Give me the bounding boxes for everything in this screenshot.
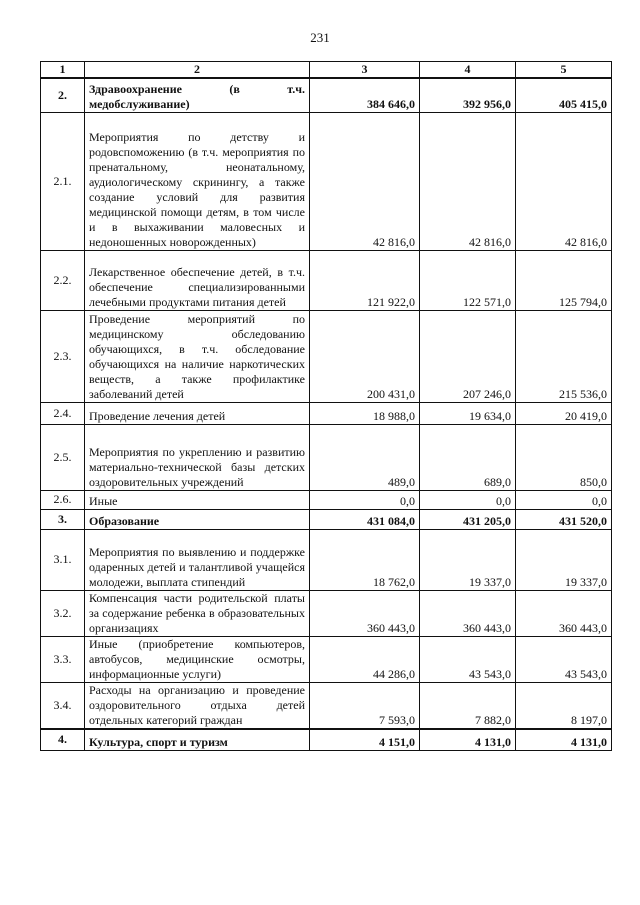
row-value-col4: 431 205,0 — [420, 509, 516, 529]
table-row — [41, 78, 612, 112]
row-value-col5: 850,0 — [516, 424, 612, 490]
row-value-col3: 200 431,0 — [310, 310, 420, 402]
row-description: Образование — [85, 509, 310, 529]
row-number: 2.1. — [41, 112, 85, 250]
table-row — [41, 729, 612, 750]
header-cell: 1 — [41, 62, 85, 79]
row-number: 2.2. — [41, 250, 85, 310]
row-value-col5: 8 197,0 — [516, 682, 612, 729]
table-row — [41, 490, 612, 509]
row-number: 2.6. — [41, 490, 85, 509]
row-value-col3: 7 593,0 — [310, 682, 420, 729]
row-description: Компенсация части родительской платы за содержание ребенка в образовательных организациях — [85, 590, 310, 636]
row-value-col4: 360 443,0 — [420, 590, 516, 636]
row-number: 2.4. — [41, 402, 85, 424]
row-value-col5: 125 794,0 — [516, 250, 612, 310]
table-row — [41, 310, 612, 402]
table-row — [41, 529, 612, 590]
row-value-col4: 122 571,0 — [420, 250, 516, 310]
row-value-col3: 360 443,0 — [310, 590, 420, 636]
row-description: Иные (приобретение компьютеров, автобусов, медицинские осмотры, информационные услуги) — [85, 636, 310, 682]
row-value-col3: 42 816,0 — [310, 112, 420, 250]
row-value-col4: 4 131,0 — [420, 729, 516, 750]
row-number: 3.3. — [41, 636, 85, 682]
row-value-col4: 689,0 — [420, 424, 516, 490]
table-row — [41, 424, 612, 490]
row-value-col3: 18 762,0 — [310, 529, 420, 590]
row-value-col4: 392 956,0 — [420, 78, 516, 112]
row-number: 2.3. — [41, 310, 85, 402]
table-row — [41, 402, 612, 424]
row-value-col3: 121 922,0 — [310, 250, 420, 310]
row-number: 3.4. — [41, 682, 85, 729]
row-description: Здравоохранение (в т.ч. медобслуживание) — [85, 78, 310, 112]
row-value-col3: 44 286,0 — [310, 636, 420, 682]
table-row — [41, 112, 612, 250]
row-number: 4. — [41, 729, 85, 750]
table-row — [41, 250, 612, 310]
header-cell: 3 — [310, 62, 420, 79]
row-description: Расходы на организацию и проведение оздоровительного отдыха детей отдельных категорий граждан — [85, 682, 310, 729]
table-row — [41, 590, 612, 636]
row-value-col5: 360 443,0 — [516, 590, 612, 636]
row-value-col3: 0,0 — [310, 490, 420, 509]
row-value-col4: 19 337,0 — [420, 529, 516, 590]
row-description: Культура, спорт и туризм — [85, 729, 310, 750]
row-value-col4: 19 634,0 — [420, 402, 516, 424]
row-value-col4: 0,0 — [420, 490, 516, 509]
row-description: Проведение мероприятий по медицинскому обследованию обучающихся, в т.ч. обследование обучающихся на наличие наркотических веществ, а также профилактике заболеваний детей — [85, 310, 310, 402]
row-description: Мероприятия по детству и родовспоможению (в т.ч. мероприятия по пренатальному, неонатальному, аудиологическому скринингу, а также создание условий для развития медицинской помощи детям, в том числе и в выхаживании маловесных и недоношенных новорожденных) — [85, 112, 310, 250]
row-number: 2. — [41, 78, 85, 112]
row-number: 3.1. — [41, 529, 85, 590]
row-value-col5: 431 520,0 — [516, 509, 612, 529]
row-description: Проведение лечения детей — [85, 402, 310, 424]
page-number: 231 — [310, 30, 330, 45]
row-value-col3: 18 988,0 — [310, 402, 420, 424]
row-number: 3.2. — [41, 590, 85, 636]
row-value-col4: 43 543,0 — [420, 636, 516, 682]
row-value-col5: 20 419,0 — [516, 402, 612, 424]
row-value-col3: 4 151,0 — [310, 729, 420, 750]
budget-table — [40, 61, 612, 751]
row-value-col5: 19 337,0 — [516, 529, 612, 590]
header-cell: 2 — [85, 62, 310, 79]
row-value-col5: 4 131,0 — [516, 729, 612, 750]
header-cell: 5 — [516, 62, 612, 79]
row-number: 2.5. — [41, 424, 85, 490]
row-description: Иные — [85, 490, 310, 509]
row-value-col3: 431 084,0 — [310, 509, 420, 529]
row-value-col3: 489,0 — [310, 424, 420, 490]
header-cell: 4 — [420, 62, 516, 79]
row-description: Мероприятия по укреплению и развитию материально-технической базы детских оздоровительных учреждений — [85, 424, 310, 490]
row-value-col5: 43 543,0 — [516, 636, 612, 682]
row-value-col5: 42 816,0 — [516, 112, 612, 250]
row-number: 3. — [41, 509, 85, 529]
table-row — [41, 509, 612, 529]
row-value-col5: 215 536,0 — [516, 310, 612, 402]
row-value-col4: 7 882,0 — [420, 682, 516, 729]
row-value-col4: 207 246,0 — [420, 310, 516, 402]
table-row — [41, 636, 612, 682]
row-value-col4: 42 816,0 — [420, 112, 516, 250]
row-description: Лекарственное обеспечение детей, в т.ч. обеспечение специализированными лечебными продуктами питания детей — [85, 250, 310, 310]
row-value-col3: 384 646,0 — [310, 78, 420, 112]
row-value-col5: 0,0 — [516, 490, 612, 509]
table-row — [41, 682, 612, 729]
row-description: Мероприятия по выявлению и поддержке одаренных детей и талантливой учащейся молодежи, выплата стипендий — [85, 529, 310, 590]
table-header-row — [41, 62, 612, 79]
row-value-col5: 405 415,0 — [516, 78, 612, 112]
